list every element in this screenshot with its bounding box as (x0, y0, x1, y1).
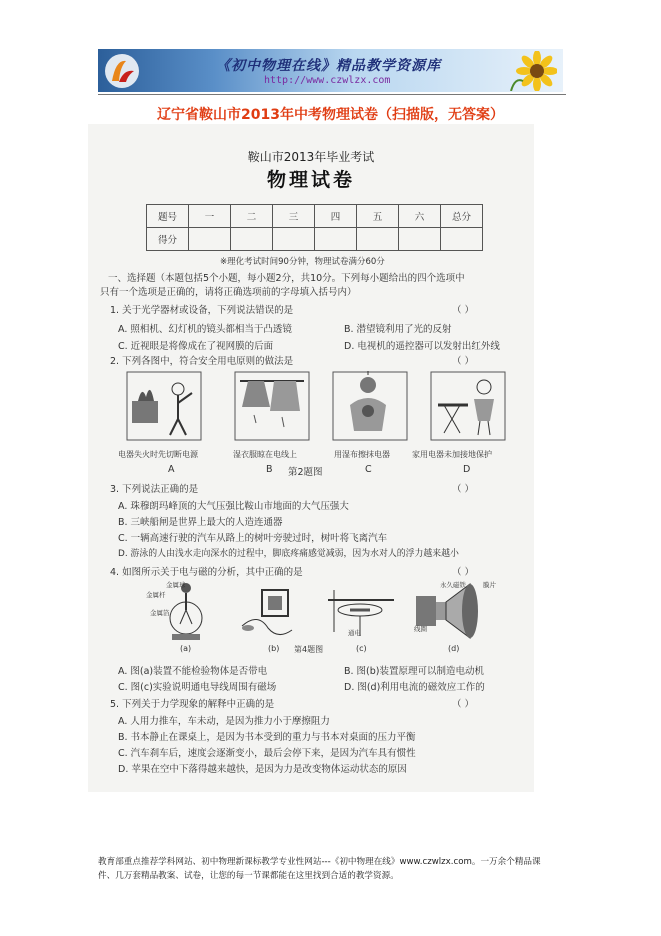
score-cell (231, 228, 273, 251)
score-table-header-row (147, 205, 483, 228)
q2-caption-b: 湿衣服晾在电线上 (233, 450, 297, 459)
q4-fig-d-label: (d) (448, 644, 460, 653)
q4-fig-b-label: (b) (268, 644, 280, 653)
q1-option-d: D. 电视机的遥控器可以发射出红外线 (344, 341, 500, 352)
q2-letter-c: C (365, 464, 372, 475)
q4-fig-c-label: (c) (356, 644, 367, 653)
header-rule (98, 94, 566, 95)
footer-line-2: 件、几万套精品教案、试卷，让您的每一节课都能在这里找到合适的教学资源。 (98, 871, 399, 881)
score-cell (399, 228, 441, 251)
score-table (146, 204, 483, 251)
q4-stem: 4. 如图所示关于电与磁的分析，其中正确的是 (110, 567, 303, 578)
q5-option-d: D. 苹果在空中下落得越来越快，是因为力是改变物体运动状态的原因 (118, 764, 407, 775)
q3-answer-bracket: （ ） (452, 484, 475, 495)
q3-option-a: A. 珠穆朗玛峰顶的大气压强比鞍山市地面的大气压强大 (118, 501, 349, 512)
page-footer (98, 855, 568, 883)
score-cell: 三 (273, 205, 315, 228)
q4-label-metal-rod: 金属杆 (146, 591, 166, 599)
score-cell (357, 228, 399, 251)
q4-label-diaphragm: 膜片 (483, 581, 496, 589)
q2-figure-a-fire-icon (126, 371, 202, 441)
q4-label-magnet: 永久磁铁 (440, 581, 466, 589)
q2-figure-d-appliance-icon (430, 371, 506, 441)
q4-label-metal-foil: 金属箔 (150, 609, 170, 617)
q2-figure-b-clothes-on-wire-icon (234, 371, 310, 441)
q5-option-c: C. 汽车刹车后，速度会逐渐变小，最后会停下来，是因为汽车具有惯性 (118, 748, 416, 759)
exam-title: 鞍山市2013年毕业考试 (247, 150, 375, 164)
score-cell: 得分 (147, 228, 189, 251)
q2-caption-c: 用湿布擦抹电器 (334, 450, 390, 459)
score-cell (273, 228, 315, 251)
q4-label-metal-ball: 金属球 (166, 581, 186, 589)
q2-figure-c-wet-cloth-icon (332, 371, 408, 441)
q4-figure-caption: 第4题图 (294, 645, 324, 654)
q2-figure-caption: 第2题图 (288, 467, 323, 478)
q2-letter-a: A (168, 464, 175, 475)
q4-answer-bracket: （ ） (452, 567, 475, 578)
q1-option-b: B. 潜望镜利用了光的反射 (344, 324, 452, 335)
q4-figure-c-oersted-icon (324, 580, 398, 642)
q2-caption-a: 电器失火时先切断电源 (118, 450, 198, 459)
exam-note: ※理化考试时间90分钟，物理试卷满分60分 (220, 257, 385, 267)
score-cell: 五 (357, 205, 399, 228)
q3-option-c: C. 一辆高速行驶的汽车从路上的树叶旁驶过时，树叶将飞离汽车 (118, 533, 388, 544)
q5-option-b: B. 书本静止在课桌上，是因为书本受到的重力与书本对桌面的压力平衡 (118, 732, 416, 743)
q5-answer-bracket: （ ） (452, 699, 475, 710)
q5-stem: 5. 下列关于力学现象的解释中正确的是 (110, 699, 275, 710)
q4-fig-a-label: (a) (180, 644, 192, 653)
exam-subtitle: 物理试卷 (266, 169, 355, 191)
score-cell (315, 228, 357, 251)
score-cell (441, 228, 483, 251)
q2-stem: 2. 下列各图中，符合安全用电原则的做法是 (110, 356, 294, 367)
footer-line-1: 教育部重点推荐学科网站、初中物理新课标教学专业性网站---《初中物理在线》www.czwlzx.com。一万余个精品课 (98, 857, 541, 867)
banner-url-link[interactable]: http://www.czwlzx.com (264, 75, 391, 86)
q2-letter-b: B (266, 464, 273, 475)
score-cell: 四 (315, 205, 357, 228)
section1-heading: 一、选择题（本题包括5个小题，每小题2分，共10分。下列每小题给出的四个选项中 (108, 273, 465, 284)
score-cell: 总分 (441, 205, 483, 228)
section1-instructions: 只有一个选项是正确的，请将正确选项前的字母填入括号内） (100, 287, 357, 298)
site-logo-icon (102, 51, 142, 90)
scanned-exam-page (88, 124, 534, 792)
score-table-score-row (147, 228, 483, 251)
q1-option-a: A. 照相机、幻灯机的镜头都相当于凸透镜 (118, 324, 292, 335)
page-title: 辽宁省鞍山市2013年中考物理试卷（扫描版，无答案） (157, 107, 504, 123)
q4-option-a: A. 图(a)装置不能检验物体是否带电 (118, 666, 268, 677)
score-cell: 六 (399, 205, 441, 228)
q3-stem: 3. 下列说法正确的是 (110, 484, 199, 495)
q2-answer-bracket: （ ） (452, 356, 475, 367)
q3-option-b: B. 三峡船闸是世界上最大的人造连通器 (118, 517, 283, 528)
banner-title: 《初中物理在线》精品教学资源库 (216, 58, 441, 74)
q5-option-a: A. 人用力推车，车未动，是因为推力小于摩擦阻力 (118, 716, 330, 727)
q4-label-current: 通电 (348, 629, 361, 637)
q4-option-c: C. 图(c)实验说明通电导线周围有磁场 (118, 682, 277, 693)
q4-option-b: B. 图(b)装置原理可以制造电动机 (344, 666, 485, 677)
q4-figure-b-motor-icon (238, 582, 298, 642)
site-banner (98, 49, 563, 92)
q3-option-d: D. 游泳的人由浅水走向深水的过程中，脚底疼痛感觉减弱，因为水对人的浮力越来越小 (118, 549, 459, 559)
q2-caption-d: 家用电器未加接地保护 (412, 450, 492, 459)
score-cell: 题号 (147, 205, 189, 228)
score-cell: 二 (231, 205, 273, 228)
q1-stem: 1. 关于光学器材或设备，下列说法错误的是 (110, 305, 294, 316)
q4-label-coil: 线圈 (414, 625, 427, 633)
score-cell: 一 (189, 205, 231, 228)
sunflower-icon (505, 51, 557, 91)
q1-answer-bracket: （ ） (452, 305, 475, 316)
q1-option-c: C. 近视眼是将像成在了视网膜的后面 (118, 341, 274, 352)
q4-option-d: D. 图(d)利用电流的磁效应工作的 (344, 682, 485, 693)
q2-letter-d: D (463, 464, 471, 475)
score-cell (189, 228, 231, 251)
